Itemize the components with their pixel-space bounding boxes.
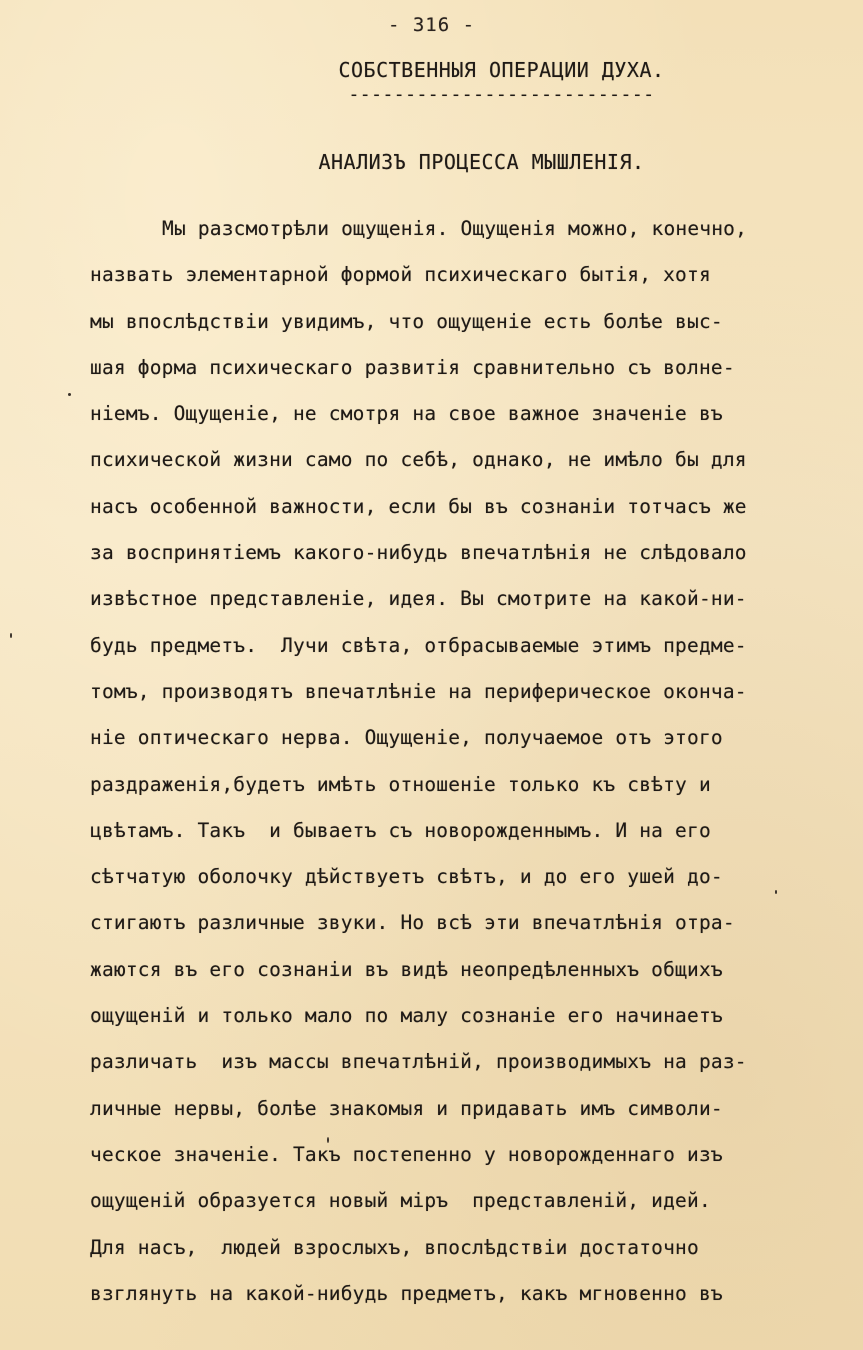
text-line: цвѣтамъ. Такъ и бываетъ съ новорожденнымъ. И на его <box>90 818 711 842</box>
text-line: ощущеній образуется новый міръ представленій, идей. <box>90 1189 711 1213</box>
page-number: - 316 - <box>387 14 476 36</box>
margin-ink-speck <box>68 393 71 396</box>
text-line: будь предметъ. Лучи свѣта, отбрасываемые этимъ предме- <box>90 633 747 657</box>
margin-ink-speck <box>775 890 777 894</box>
text-line: извѣстное представленіе, идея. Вы смотрите на какой-ни- <box>90 587 747 611</box>
text-line: назвать элементарной формой психическаго бытія, хотя <box>90 263 711 287</box>
margin-ink-speck <box>327 1137 329 1143</box>
text-line: Для насъ, людей взрослыхъ, впослѣдствіи достаточно <box>90 1235 699 1259</box>
section-title: СОБСТВЕННЫЯ ОПЕРАЦИИ ДУХА. <box>338 58 665 82</box>
text-line: ніе оптическаго нерва. Ощущеніе, получаемое отъ этого <box>90 726 723 750</box>
text-line: Мы разсмотрѣли ощущенія. Ощущенія можно, конечно, <box>162 217 748 240</box>
chapter-title: АНАЛИЗЪ ПРОЦЕССА МЫШЛЕНІЯ. <box>318 150 645 174</box>
text-line: взглянуть на какой-нибудь предметъ, какъ мгновенно въ <box>90 1281 723 1305</box>
text-line: жаются въ его сознаніи въ видѣ неопредѣленныхъ общихъ <box>90 957 723 981</box>
text-line: мы впослѣдствіи увидимъ, что ощущеніе есть болѣе выс- <box>90 309 723 333</box>
text-line: раздраженія,будетъ имѣть отношеніе только къ свѣту и <box>90 772 711 796</box>
text-line: насъ особенной важности, если бы въ сознаніи тотчасъ же <box>90 494 747 518</box>
text-line: ніемъ. Ощущеніе, не смотря на свое важное значеніе въ <box>90 402 723 426</box>
text-line: томъ, производятъ впечатлѣніе на периферическое оконча- <box>90 679 747 703</box>
text-line: шая форма психическаго развитія сравнительно съ волне- <box>90 355 735 379</box>
section-title-underline: --------------------------- <box>348 84 655 105</box>
margin-ink-speck <box>10 633 12 638</box>
text-line: личные нервы, болѣе знакомыя и придавать имъ символи- <box>90 1096 723 1120</box>
body-text <box>90 213 860 1324</box>
text-line: различать изъ массы впечатлѣній, производимыхъ на раз- <box>90 1050 747 1074</box>
text-line: сѣтчатую оболочку дѣйствуетъ свѣтъ, и до его ушей до- <box>90 865 723 889</box>
text-line: за воспринятіемъ какого-нибудь впечатлѣнія не слѣдовало <box>90 541 747 565</box>
text-line: психической жизни само по себѣ, однако, не имѣло бы для <box>90 448 747 472</box>
text-line: ческое значеніе. Такъ постепенно у новорожденнаго изъ <box>90 1142 723 1166</box>
text-line: стигаютъ различные звуки. Но всѣ эти впечатлѣнія отра- <box>90 911 735 935</box>
text-line: ощущеній и только мало по малу сознаніе его начинаетъ <box>90 1004 723 1028</box>
